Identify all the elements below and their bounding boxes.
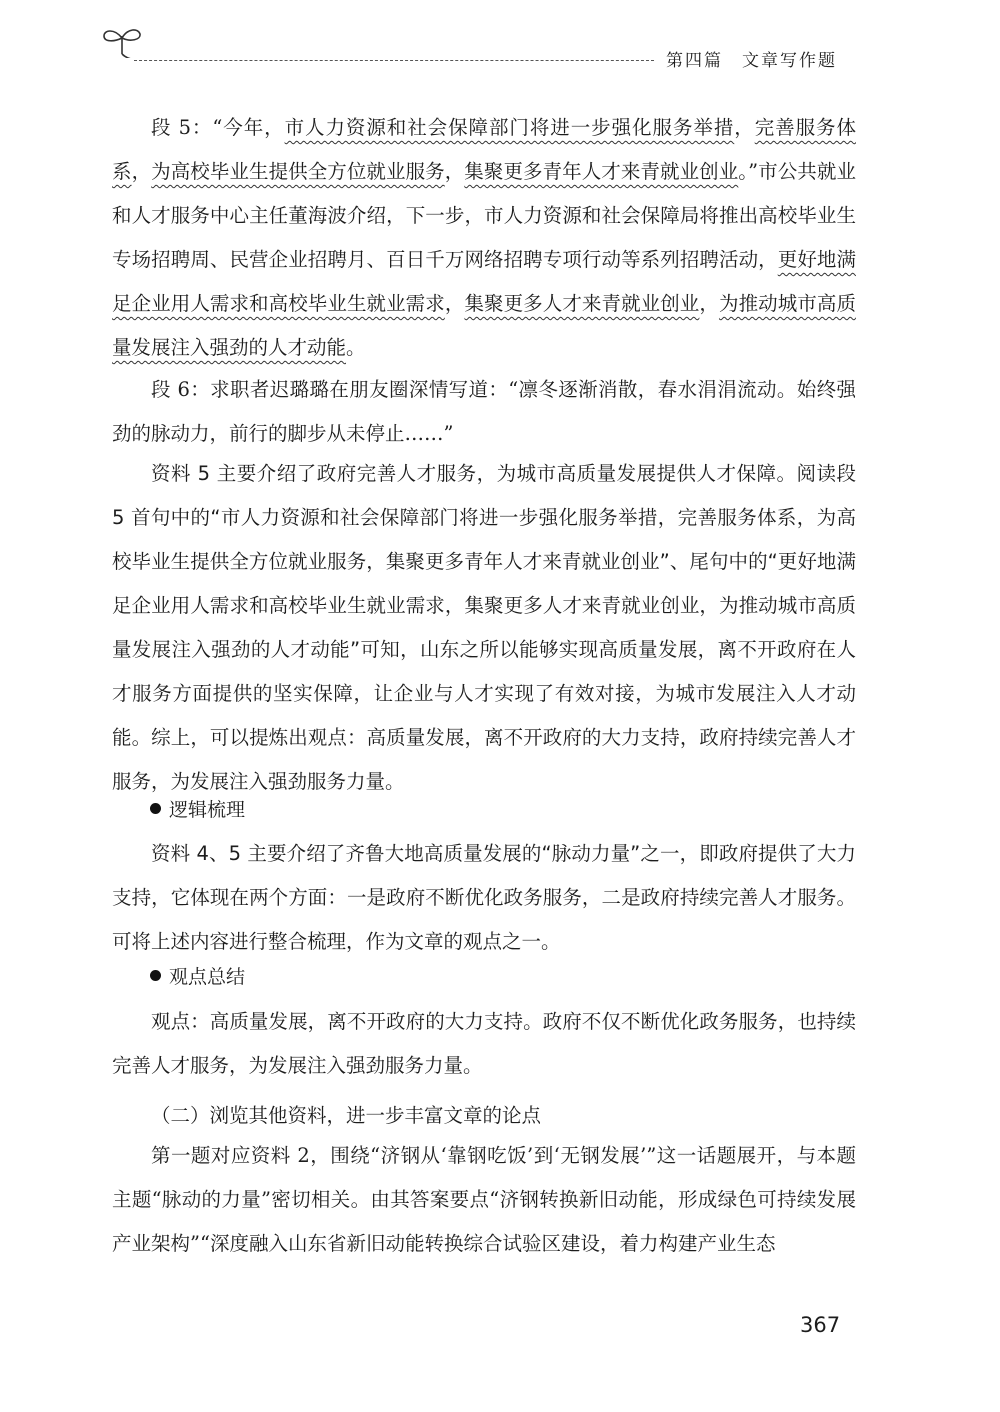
bullet-dot-icon bbox=[150, 970, 161, 981]
page-number: 367 bbox=[800, 1313, 841, 1337]
paragraph-5 bbox=[112, 106, 856, 370]
section-2-paragraph: 第一题对应资料 2，围绕“济钢从‘靠钢吃饭’到‘无钢发展’”这一话题展开，与本题主题“脉动的力量”密切相关。由其答案要点“济钢转换新旧动能，形成绿色可持续发展产业架构”“深度融入山东省新旧动能转换综合试验区建设，着力构建产业生态 bbox=[112, 1144, 856, 1255]
punctuation: ， bbox=[444, 160, 465, 183]
punctuation: ， bbox=[734, 116, 755, 139]
underlined-phrase: 集聚更多人才来青就业创业 bbox=[464, 292, 700, 315]
sprout-icon bbox=[100, 24, 144, 58]
summary-heading bbox=[150, 962, 245, 992]
underlined-phrase: 为推动城市高质量发展注入强劲的人才动能 bbox=[112, 292, 856, 359]
underlined-phrase: 更好地满足企业用人需求和高校毕业生就业需求 bbox=[112, 248, 856, 315]
underlined-phrase: 市人力资源和社会保障部门将进一步强化服务举措 bbox=[284, 116, 735, 139]
header-divider bbox=[134, 60, 654, 61]
punctuation: ， bbox=[444, 292, 465, 315]
para5-body: 。”市公共就业和人才服务中心主任董海波介绍，下一步，市人力资源和社会保障局将推出高校毕业生专场招聘周、民营企业招聘月、百日千万网络招聘专项行动等系列招聘活动， bbox=[112, 160, 856, 271]
analysis-paragraph: 资料 5 主要介绍了政府完善人才服务，为城市高质量发展提供人才保障。阅读段 5 首句中的“市人力资源和社会保障部门将进一步强化服务举措，完善服务体系，为高校毕业生提供全方位就业服务，集聚更多青年人才来青就业创业”、尾句中的“更好地满足企业用人需求和高校毕业生就业需求，集聚更多人才来青就业创业，为推动城市高质量发展注入强劲的人才动能”可知，山东之所以能够实现高质量发展，离不开政府在人才服务方面提供的坚实保障，让企业与人才实现了有效对接，为城市发展注入人才动能。综上，可以提炼出观点：高质量发展，离不开政府的大力支持，政府持续完善人才服务，为发展注入强劲服务力量。 bbox=[112, 462, 856, 793]
underlined-phrase: 完善服务体系 bbox=[112, 116, 856, 183]
summary-heading-text: 观点总结 bbox=[169, 966, 246, 988]
section-title: 第四篇 文章写作题 bbox=[666, 51, 837, 71]
para5-lead: 段 5：“今年， bbox=[151, 116, 285, 139]
logic-heading-text: 逻辑梳理 bbox=[169, 799, 246, 821]
bullet-dot-icon bbox=[150, 803, 161, 814]
punctuation: ， bbox=[699, 292, 719, 315]
punctuation: ， bbox=[131, 160, 152, 183]
underlined-phrase: 为高校毕业生提供全方位就业服务 bbox=[151, 160, 445, 183]
section-2-heading: （二）浏览其他资料，进一步丰富文章的论点 bbox=[151, 1104, 542, 1127]
underlined-phrase: 集聚更多青年人才来青就业创业 bbox=[464, 160, 739, 183]
summary-paragraph: 观点：高质量发展，离不开政府的大力支持。政府不仅不断优化政务服务，也持续完善人才服务，为发展注入强劲服务力量。 bbox=[112, 1010, 856, 1077]
logic-heading bbox=[150, 795, 245, 825]
logic-paragraph: 资料 4、5 主要介绍了齐鲁大地高质量发展的“脉动力量”之一，即政府提供了大力支持，它体现在两个方面：一是政府不断优化政务服务，二是政府持续完善人才服务。可将上述内容进行整合梳理，作为文章的观点之一。 bbox=[112, 842, 856, 953]
paragraph-6: 段 6：求职者迟璐璐在朋友圈深情写道：“凛冬逐渐消散，春水涓涓流动。始终强劲的脉动力，前行的脚步从未停止……” bbox=[112, 378, 856, 445]
punctuation: 。 bbox=[346, 336, 366, 359]
